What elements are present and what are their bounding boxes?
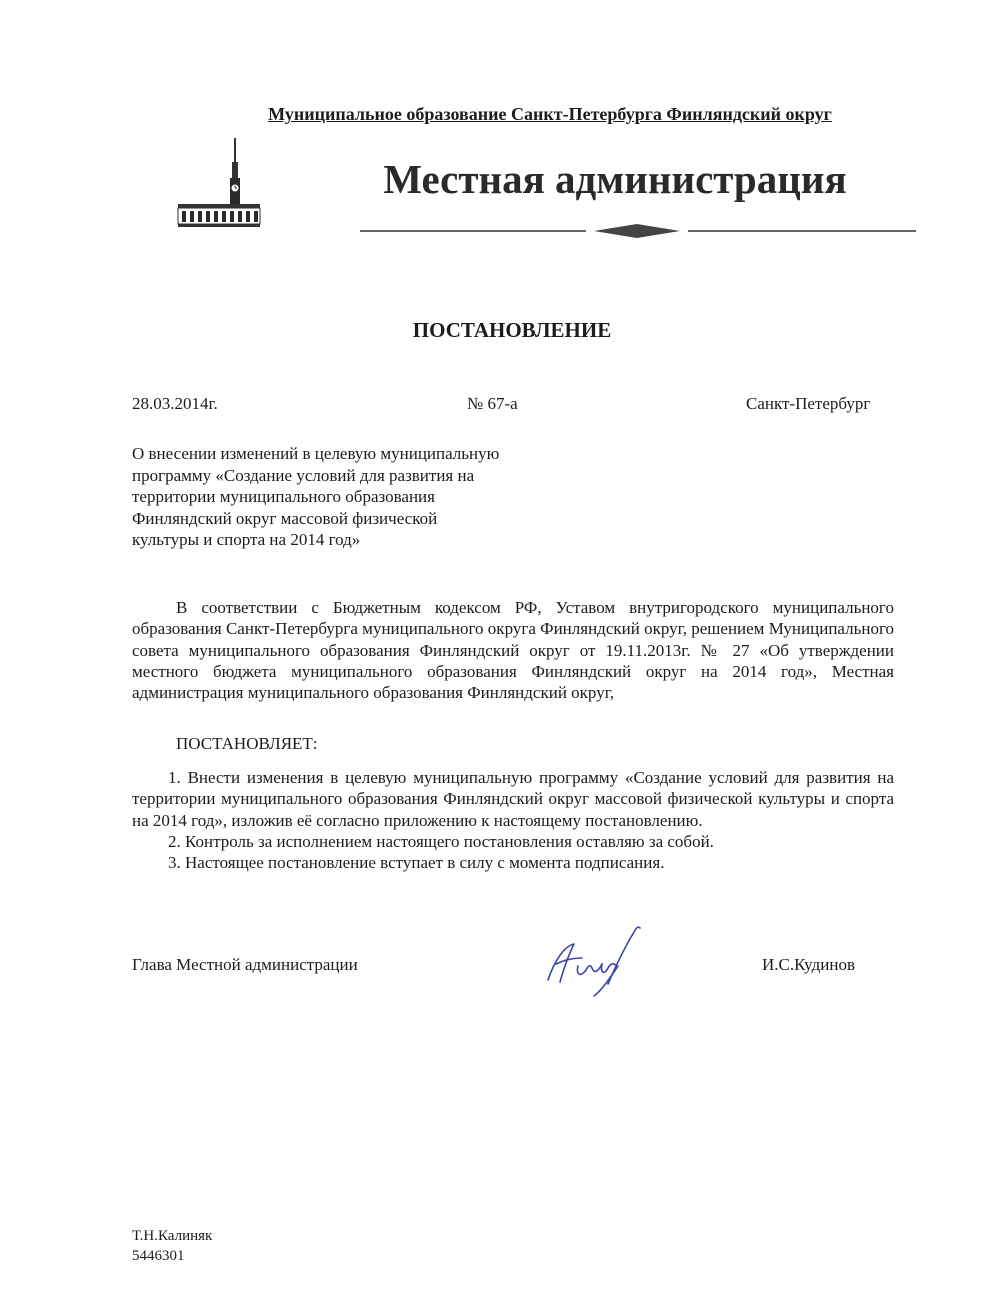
preamble-paragraph: В соответствии с Бюджетным кодексом РФ, Уставом внутригородского муниципального образования Санкт-Петербурга муниципального округа Финляндский округ, решением Муниципального совета муниципального образования Финляндский округ от 19.11.2013г. № 27 «Об утверждении местного бюджета муниципального образования Финляндский округ на 2014 год», Местная администрация муниципального образования Финляндский округ, [132, 598, 894, 703]
signatory-name: И.С.Кудинов [762, 955, 855, 974]
document-number: № 67-а [467, 394, 518, 413]
document-subject: О внесении изменений в целевую муниципальную программу «Создание условий для развития на территории муниципального образования Финляндский округ массовой физической культуры и спорта на 2014 год» [132, 444, 500, 549]
signatory-position: Глава Местной администрации [132, 955, 358, 974]
organization-name: Муниципальное образование Санкт-Петербурга Финляндский округ [268, 104, 832, 124]
document-title: ПОСТАНОВЛЕНИЕ [412, 318, 612, 342]
resolution-items [132, 767, 894, 873]
executor-info [132, 1226, 212, 1266]
administration-title: Местная администрация [383, 156, 847, 202]
resolution-item: 1. Внести изменения в целевую муниципальную программу «Создание условий для развития на территории муниципального образования Финляндский округ массовой физической культуры и спорта на 2014 год», изложив её согласно приложению к настоящему постановлению. [132, 768, 894, 830]
resolve-heading: ПОСТАНОВЛЯЕТ: [176, 734, 318, 753]
handwritten-signature [538, 922, 678, 1000]
document-place: Санкт-Петербург [746, 394, 871, 413]
decorative-divider [360, 222, 916, 240]
executor-phone: 5446301 [132, 1248, 185, 1264]
document-date: 28.03.2014г. [132, 394, 218, 413]
resolution-item: 3. Настоящее постановление вступает в силу с момента подписания. [168, 853, 665, 873]
finland-station-tower-icon [176, 136, 262, 228]
resolution-item: 2. Контроль за исполнением настоящего постановления оставляю за собой. [168, 831, 714, 851]
executor-name: Т.Н.Калиняк [132, 1228, 213, 1244]
